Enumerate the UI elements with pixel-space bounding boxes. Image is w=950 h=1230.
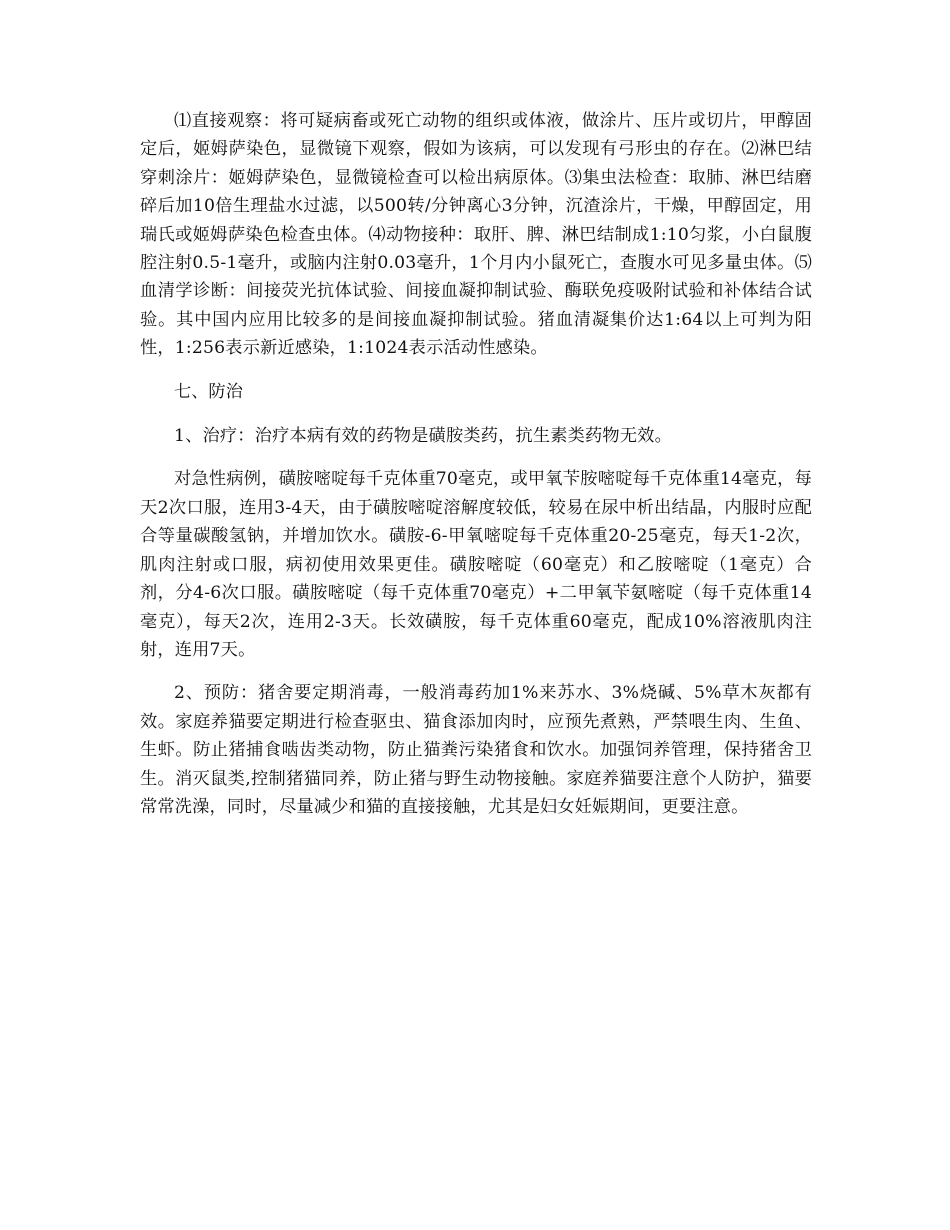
treatment-detail-paragraph: 对急性病例，磺胺嘧啶每千克体重70毫克，或甲氧苄胺嘧啶每千克体重14毫克，每天2次口服，连用3-4天，由于磺胺嘧啶溶解度较低，较易在尿中析出结晶，内服时应配合等量碳酸氢钠，并增加饮水。磺胺-6-甲氧嘧啶每千克体重20-25毫克，每天1-2次，肌肉注射或口服，病初使用效果更佳。磺胺嘧啶（60毫克）和乙胺嘧啶（1毫克）合剂，分4-6次口服。磺胺嘧啶（每千克体重70毫克）+二甲氧苄氨嘧啶（每千克体重14毫克），每天2次，连用2-3天。长效磺胺，每千克体重60毫克，配成10%溶液肌肉注射，连用7天。 <box>140 469 812 660</box>
prevention-paragraph: 2、预防：猪舍要定期消毒，一般消毒药加1%来苏水、3%烧碱、5%草木灰都有效。家庭养猫要定期进行检查驱虫、猫食添加肉时，应预先煮熟，严禁喂生肉、生鱼、生虾。防止猪捕食啮齿类动物，防止猫粪污染猪食和饮水。加强饲养管理，保持猪舍卫生。消灭鼠类,控制猪猫同养，防止猪与野生动物接触。家庭养猫要注意个人防护，猫要常常洗澡，同时，尽量减少和猫的直接接触，尤其是妇女妊娠期间，更要注意。 <box>140 683 812 817</box>
diagnosis-paragraph: ⑴直接观察：将可疑病畜或死亡动物的组织或体液，做涂片、压片或切片，甲醇固定后，姬姆萨染色，显微镜下观察，假如为该病，可以发现有弓形虫的存在。⑵淋巴结穿刺涂片：姬姆萨染色，显微镜检查可以检出病原体。⑶集虫法检查：取肺、淋巴结磨碎后加10倍生理盐水过滤，以500转/分钟离心3分钟，沉渣涂片，干燥，甲醇固定，用瑞氏或姬姆萨染色检查虫体。⑷动物接种：取肝、脾、淋巴结制成1:10匀浆，小白鼠腹腔注射0.5-1毫升，或脑内注射0.03毫升，1个月内小鼠死亡，查腹水可见多量虫体。⑸血清学诊断：间接荧光抗体试验、间接血凝抑制试验、酶联免疫吸附试验和补体结合试验。其中国内应用比较多的是间接血凝抑制试验。猪血清凝集价达1:64以上可判为阳性，1:256表示新近感染，1:1024表示活动性感染。 <box>140 111 812 359</box>
document-page <box>140 107 812 836</box>
section-heading-prevention-treatment: 七、防治 <box>174 381 243 402</box>
treatment-title-paragraph: 1、治疗：治疗本病有效的药物是磺胺类药，抗生素类药物无效。 <box>174 426 672 447</box>
